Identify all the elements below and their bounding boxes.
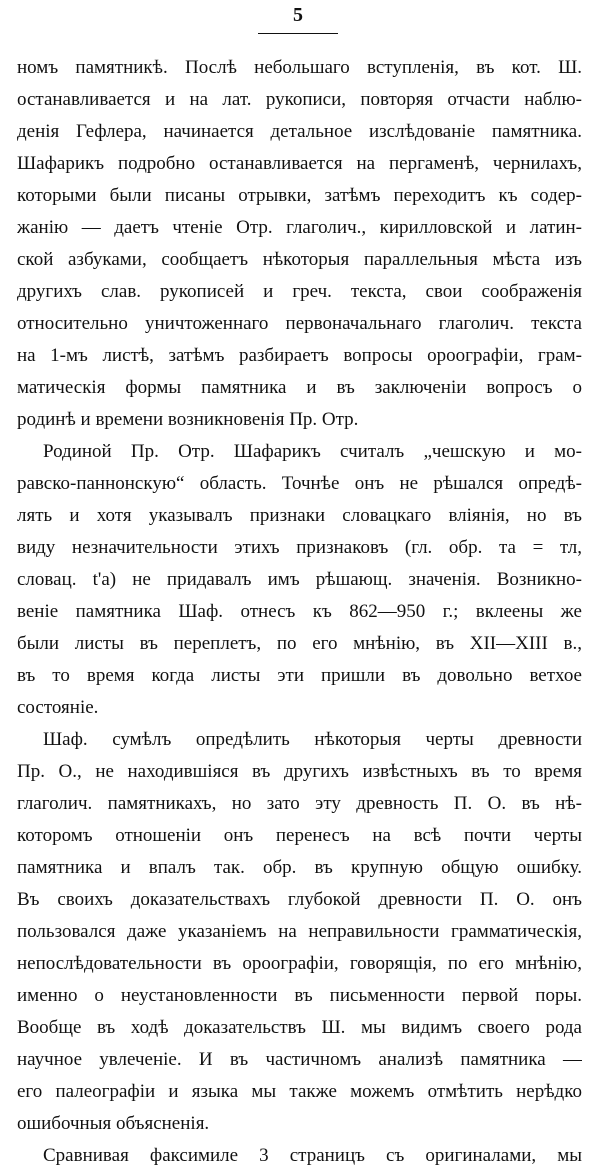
text-line: Шаф. сумѣлъ опредѣлить нѣкоторыя черты древности [43, 729, 582, 750]
text-line: номъ памятникѣ. Послѣ небольшаго вступленія, въ кот. Ш. [17, 57, 582, 78]
text-line: родинѣ и времени возникновенія Пр. Отр. [17, 409, 359, 430]
text-line: останавливается и на лат. рукописи, повторяя отчасти наблю- [17, 89, 582, 110]
body-text [17, 52, 582, 1172]
text-line: словац. t'a) не придавалъ имъ рѣшающ. значенія. Возникно- [17, 569, 582, 590]
text-line: Сравнивая факсимиле 3 страницъ съ оригиналами, мы [43, 1145, 582, 1166]
text-line: веніе памятника Шаф. отнесъ къ 862—950 г.; вклеены же [17, 601, 582, 622]
page-number: 5 [293, 4, 303, 26]
text-line: ошибочныя объясненія. [17, 1113, 210, 1134]
text-line: состояніе. [17, 697, 99, 718]
text-line: Въ своихъ доказательствахъ глубокой древности П. О. онъ [17, 889, 582, 910]
text-line: которомъ отношеніи онъ перенесъ на всѣ почти черты [17, 825, 582, 846]
text-line: лять и хотя указывалъ признаки словацкаго вліянія, но въ [17, 505, 582, 526]
text-line: пользовался даже указаніемъ на неправильности грамматическія, [17, 921, 582, 942]
text-line: научное увлеченіе. И въ частичномъ анализѣ памятника — [17, 1049, 582, 1070]
text-line: Родиной Пр. Отр. Шафарикъ считалъ „чешскую и мо- [43, 441, 582, 462]
text-line: другихъ слав. рукописей и греч. текста, свои соображенія [17, 281, 582, 302]
text-line: Вообще въ ходѣ доказательствъ Ш. мы видимъ своего рода [17, 1017, 582, 1038]
text-line: которыми были писаны отрывки, затѣмъ переходитъ къ содер- [17, 185, 582, 206]
text-line: памятника и впалъ так. обр. въ крупную общую ошибку. [17, 857, 582, 878]
text-line: Пр. О., не находившіяся въ другихъ извѣстныхъ въ то время [17, 761, 582, 782]
text-line: равско-паннонскую“ область. Точнѣе онъ не рѣшался опредѣ- [17, 473, 582, 494]
text-line: на 1-мъ листѣ, затѣмъ разбираетъ вопросы ороографіи, грам- [17, 345, 582, 366]
text-line: непослѣдовательности въ ороографіи, говорящія, по его мнѣнію, [17, 953, 582, 974]
text-line: жанію — даетъ чтеніе Отр. глаголич., кирилловской и латин- [17, 217, 582, 238]
text-line: матическія формы памятника и въ заключеніи вопросъ о [17, 377, 582, 398]
page-number-rule [258, 33, 338, 34]
text-line: именно о неустановленности въ письменности первой поры. [17, 985, 582, 1006]
text-line: виду незначительности этихъ признаковъ (гл. обр. та = тл, [17, 537, 582, 558]
text-line: его палеографіи и языка мы также можемъ отмѣтить нерѣдко [17, 1081, 582, 1102]
text-line: глаголич. памятникахъ, но зато эту древность П. О. въ нѣ- [17, 793, 582, 814]
text-line: относительно уничтоженнаго первоначальнаго глаголич. текста [17, 313, 582, 334]
text-line: въ то время когда листы эти пришли въ довольно ветхое [17, 665, 582, 686]
text-line: денія Гефлера, начинается детальное изслѣдованіе памятника. [17, 121, 582, 142]
text-line: ской азбуками, сообщаетъ нѣкоторыя параллельныя мѣста изъ [17, 249, 582, 270]
text-line: были листы въ переплетъ, по его мнѣнію, въ XII—XIII в., [17, 633, 582, 654]
text-line: Шафарикъ подробно останавливается на пергаменѣ, чернилахъ, [17, 153, 582, 174]
